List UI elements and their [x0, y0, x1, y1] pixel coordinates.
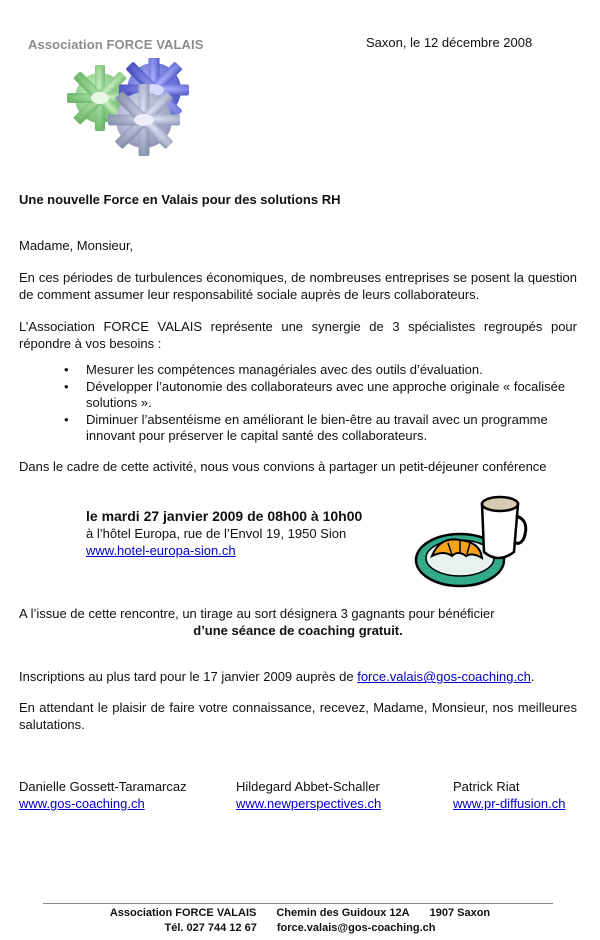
registration-line: [19, 669, 534, 684]
signatory-link[interactable]: www.newperspectives.ch: [236, 796, 382, 811]
footer-address-line: [0, 906, 600, 921]
footer-address: Chemin des Guidoux 12A: [276, 907, 410, 919]
signatory-name: Patrick Riat: [453, 779, 520, 794]
paragraph-draw: A l’issue de cette rencontre, un tirage au sort désignera 3 gagnants pour bénéficier: [19, 606, 495, 621]
footer-email: force.valais@gos-coaching.ch: [276, 922, 436, 934]
event-location: à l’hôtel Europa, rue de l’Envol 19, 1950 Sion: [86, 526, 347, 541]
signatory-link[interactable]: www.gos-coaching.ch: [19, 796, 145, 811]
closing-salutation: En attendant le plaisir de faire votre connaissance, recevez, Madame, Monsieur, nos meilleures salutations.: [19, 700, 577, 732]
registration-suffix: .: [530, 669, 535, 684]
signatory-name: Danielle Gossett-Taramarcaz: [19, 779, 187, 794]
signatory-2: [236, 778, 381, 812]
signatory-link[interactable]: www.pr-diffusion.ch: [453, 796, 566, 811]
hotel-link[interactable]: www.hotel-europa-sion.ch: [86, 543, 236, 558]
services-list: [48, 362, 586, 445]
list-item: • Diminuer l’absentéisme en améliorant le bien-être au travail avec un programme innovant pour préserver le capital santé des collaborateurs.: [86, 412, 586, 444]
paragraph-invitation: Dans le cadre de cette activité, nous vous convions à partager un petit-déjeuner conférence: [19, 459, 547, 474]
paragraph-intro: En ces périodes de turbulences économiques, de nombreuses entreprises se posent la question de comment assumer leur responsabilité sociale auprès de leurs collaborateurs.: [19, 270, 577, 302]
gears-logo-icon: [62, 58, 212, 158]
organization-name: Association FORCE VALAIS: [28, 37, 204, 52]
event-datetime: le mardi 27 janvier 2009 de 08h00 à 10h00: [86, 508, 363, 524]
footer-city: 1907 Saxon: [429, 907, 491, 919]
signatory-name: Hildegard Abbet-Schaller: [236, 779, 380, 794]
list-item: • Développer l’autonomie des collaborateurs avec une approche originale « focalisée solutions ».: [86, 379, 586, 411]
letter-subject: Une nouvelle Force en Valais pour des solutions RH: [19, 192, 341, 207]
footer-phone: Tél. 027 744 12 67: [164, 922, 257, 934]
footer-divider: [43, 903, 553, 904]
footer-contact-line: [0, 921, 600, 936]
coaching-prize: d’une séance de coaching gratuit.: [193, 623, 403, 638]
date-line: Saxon, le 12 décembre 2008: [366, 35, 533, 50]
list-item: • Mesurer les compétences managériales avec des outils d’évaluation.: [86, 362, 586, 378]
paragraph-association: L’Association FORCE VALAIS représente une synergie de 3 spécialistes regroupés pour répondre à vos besoins :: [19, 319, 577, 351]
registration-email-link[interactable]: force.valais@gos-coaching.ch: [357, 669, 531, 684]
signatory-1: [19, 778, 187, 812]
event-details: [86, 508, 362, 559]
greeting: Madame, Monsieur,: [19, 238, 134, 253]
footer-org: Association FORCE VALAIS: [109, 907, 257, 919]
registration-text: Inscriptions au plus tard pour le 17 janvier 2009 auprès de: [19, 669, 358, 684]
coffee-croissant-icon: [410, 486, 532, 590]
signatory-3: [453, 778, 565, 812]
